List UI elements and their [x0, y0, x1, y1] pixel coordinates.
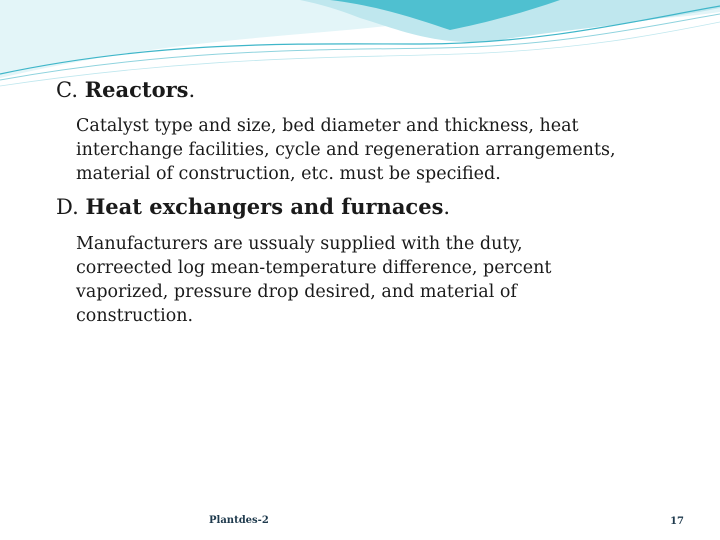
section-title: Heat exchangers and furnaces: [85, 194, 444, 219]
section-letter: D.: [56, 195, 79, 219]
section-title-period: .: [443, 195, 451, 219]
body-line: Catalyst type and size, bed diameter and thickness, heat: [76, 116, 579, 136]
section-body-heat-exchangers: [56, 232, 636, 328]
footer-course-label: Plantdes-2: [209, 515, 269, 526]
section-letter: C.: [56, 78, 78, 102]
body-line: material of construction, etc. must be specified.: [76, 164, 501, 184]
body-line: Manufacturers are ussualy supplied with the duty,: [76, 234, 523, 254]
section-heading-heat-exchangers: [56, 193, 676, 221]
slide-content: [56, 76, 676, 328]
section-heading-reactors: [56, 76, 676, 104]
body-line: correected log mean-temperature difference, percent: [76, 258, 552, 278]
section-body-reactors: [56, 114, 636, 186]
body-line: construction.: [76, 306, 194, 326]
body-line: interchange facilities, cycle and regeneration arrangements,: [76, 140, 616, 160]
section-title: Reactors: [84, 77, 189, 102]
footer-page-number: 17: [670, 516, 684, 527]
section-title-period: .: [188, 78, 196, 102]
body-line: vaporized, pressure drop desired, and material of: [76, 282, 517, 302]
